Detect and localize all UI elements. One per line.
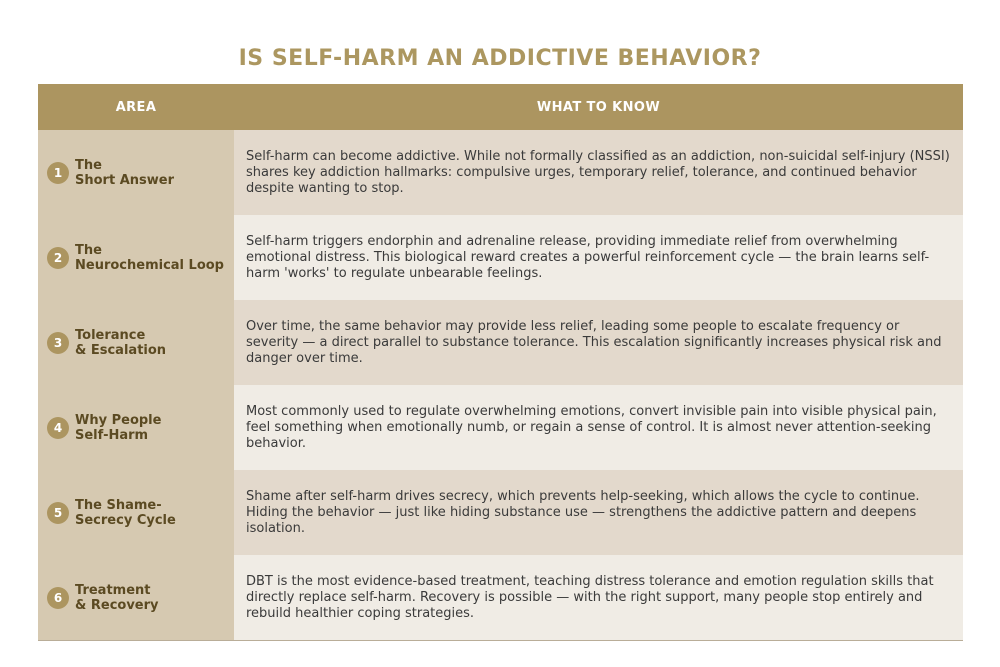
area-label-line: & Recovery bbox=[75, 597, 159, 613]
row-number-badge: 5 bbox=[47, 502, 69, 524]
area-cell bbox=[38, 470, 234, 555]
table-row bbox=[38, 300, 963, 385]
area-label bbox=[75, 498, 176, 528]
row-number-badge: 3 bbox=[47, 332, 69, 354]
area-label-line: Self-Harm bbox=[75, 427, 149, 443]
area-label bbox=[75, 413, 161, 443]
area-label-line: & Escalation bbox=[75, 342, 167, 358]
row-number-badge: 2 bbox=[47, 247, 69, 269]
column-header-area: AREA bbox=[115, 99, 157, 115]
area-label-line: Treatment bbox=[75, 582, 151, 598]
what-to-know-cell: Most commonly used to regulate overwhelming emotions, convert invisible pain into visible physical pain, feel something when emotionally numb, or regain a sense of control. It is almost never attention-seeking behavior. bbox=[234, 385, 963, 470]
area-cell bbox=[38, 385, 234, 470]
table-row bbox=[38, 385, 963, 470]
table-row bbox=[38, 130, 963, 215]
what-to-know-cell: DBT is the most evidence-based treatment, teaching distress tolerance and emotion regulation skills that directly replace self-harm. Recovery is possible — with the right support, many people stop entirely and rebuild healthier coping strategies. bbox=[234, 555, 963, 640]
page-title: IS SELF-HARM AN ADDICTIVE BEHAVIOR? bbox=[238, 46, 762, 71]
area-cell bbox=[38, 130, 234, 215]
row-number-badge: 6 bbox=[47, 587, 69, 609]
area-label-line: The Shame- bbox=[75, 497, 162, 513]
area-label-line: Neurochemical Loop bbox=[75, 257, 224, 273]
table-row bbox=[38, 215, 963, 300]
row-number-badge: 4 bbox=[47, 417, 69, 439]
what-to-know-cell: Self-harm can become addictive. While not formally classified as an addiction, non-suicidal self-injury (NSSI) shares key addiction hallmarks: compulsive urges, temporary relief, tolerance, and continued behavior despite wanting to stop. bbox=[234, 130, 963, 215]
column-header-what-to-know: WHAT TO KNOW bbox=[536, 99, 661, 115]
info-table bbox=[38, 84, 963, 641]
row-number-badge: 1 bbox=[47, 162, 69, 184]
area-label bbox=[75, 583, 159, 613]
what-to-know-cell: Shame after self-harm drives secrecy, which prevents help-seeking, which allows the cycle to continue. Hiding the behavior — just like hiding substance use — strengthens the addictive pattern and deepens isolation. bbox=[234, 470, 963, 555]
area-label bbox=[75, 243, 224, 273]
area-label-line: The bbox=[75, 157, 102, 173]
table-row bbox=[38, 470, 963, 555]
area-cell bbox=[38, 300, 234, 385]
area-cell bbox=[38, 215, 234, 300]
area-label-line: Secrecy Cycle bbox=[75, 512, 176, 528]
area-label-line: The bbox=[75, 242, 102, 258]
table-row bbox=[38, 555, 963, 640]
table-header bbox=[38, 84, 963, 130]
what-to-know-cell: Over time, the same behavior may provide less relief, leading some people to escalate frequency or severity — a direct parallel to substance tolerance. This escalation significantly increases physical risk and danger over time. bbox=[234, 300, 963, 385]
area-label-line: Short Answer bbox=[75, 172, 174, 188]
area-label-line: Tolerance bbox=[75, 327, 146, 343]
area-cell bbox=[38, 555, 234, 640]
area-label bbox=[75, 328, 166, 358]
area-label-line: Why People bbox=[75, 412, 162, 428]
what-to-know-cell: Self-harm triggers endorphin and adrenaline release, providing immediate relief from overwhelming emotional distress. This biological reward creates a powerful reinforcement cycle — the brain learns self-harm 'works' to regulate unbearable feelings. bbox=[234, 215, 963, 300]
area-label bbox=[75, 158, 174, 188]
